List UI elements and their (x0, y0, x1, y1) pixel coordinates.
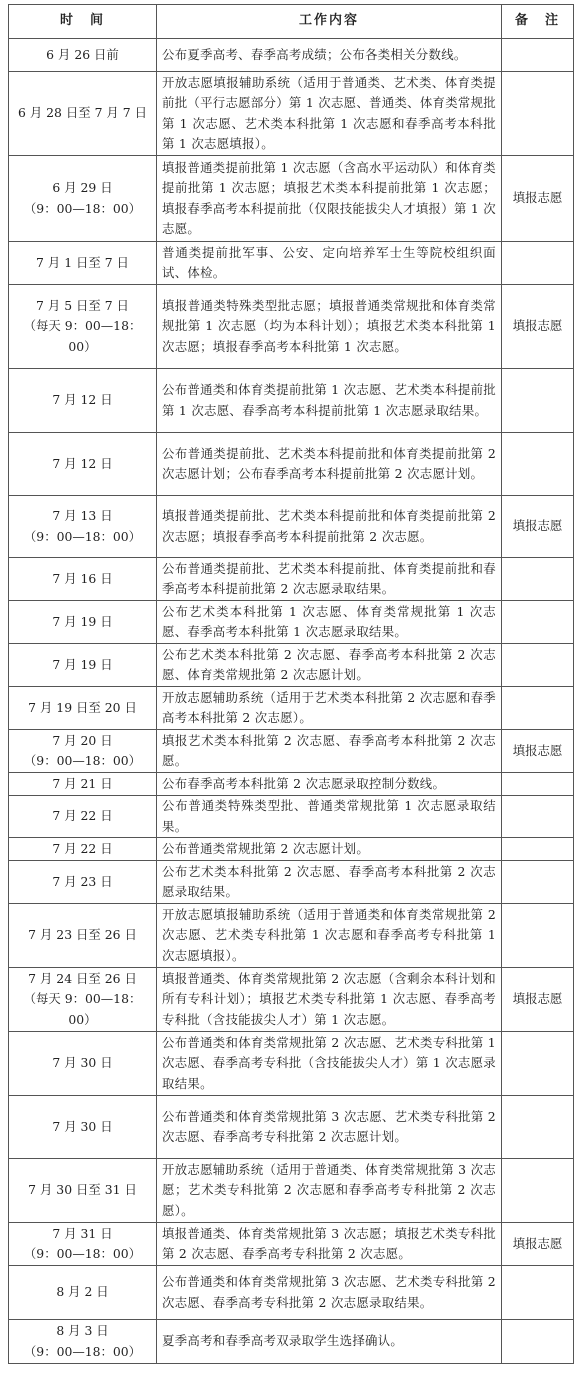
row-work-content: 公布艺术类本科批第 2 次志愿、春季高考本科批第 2 次志愿、体育类常规批第 2 次志愿计划。 (157, 644, 502, 687)
row-work-content: 填报普通类提前批第 1 次志愿（含高水平运动队）和体育类提前批第 1 次志愿；填报艺术类本科提前批第 1 次志愿；填报春季高考本科提前批（仅限技能拔尖人才填报）第 1 次志愿。 (157, 156, 502, 242)
table-row (9, 838, 574, 861)
table-body (9, 39, 574, 1364)
row-time-window: （每天 9：00—18：00） (23, 991, 142, 1027)
row-remark: 填报志愿 (502, 285, 574, 369)
row-remark: 填报志愿 (502, 1223, 574, 1266)
admission-schedule-table (8, 4, 574, 1364)
row-work-content: 公布艺术类本科批第 2 次志愿、春季高考本科批第 2 次志愿录取结果。 (157, 861, 502, 904)
table-row (9, 773, 574, 796)
row-time-window: （9：00—18：00） (23, 200, 142, 216)
table-row (9, 496, 574, 558)
row-remark (502, 433, 574, 496)
table-row (9, 285, 574, 369)
table-row (9, 861, 574, 904)
row-time-window: （9：00—18：00） (23, 1246, 142, 1261)
row-work-content: 公布艺术类本科批第 1 次志愿、体育类常规批第 1 次志愿、春季高考本科批第 1 次志愿录取结果。 (157, 601, 502, 644)
row-time (9, 433, 157, 496)
row-remark: 填报志愿 (502, 730, 574, 773)
row-time (9, 242, 157, 285)
table-row (9, 156, 574, 242)
row-remark (502, 904, 574, 968)
row-remark (502, 861, 574, 904)
row-time (9, 369, 157, 433)
row-time (9, 1096, 157, 1159)
row-time (9, 968, 157, 1032)
header-remarks: 备 注 (502, 5, 574, 39)
row-time (9, 838, 157, 861)
row-time (9, 730, 157, 773)
row-date: 7 月 23 日 (52, 873, 113, 889)
row-date: 7 月 23 日至 26 日 (28, 927, 137, 943)
row-time (9, 72, 157, 156)
header-time: 时 间 (9, 5, 157, 39)
row-time (9, 1223, 157, 1266)
row-work-content: 公布普通类和体育类提前批第 1 次志愿、艺术类本科提前批第 1 次志愿、春季高考本科提前批第 1 次志愿录取结果。 (157, 369, 502, 433)
row-date: 7 月 31 日 (52, 1225, 113, 1241)
table-row (9, 242, 574, 285)
row-time (9, 796, 157, 838)
row-work-content: 公布普通类常规批第 2 次志愿计划。 (157, 838, 502, 861)
row-work-content: 填报普通类、体育类常规批第 2 次志愿（含剩余本科计划和所有专科计划）；填报艺术类专科批第 1 次志愿、春季高考专科批（含技能拔尖人才）第 1 次志愿。 (157, 968, 502, 1032)
row-date: 7 月 19 日至 20 日 (28, 699, 137, 715)
header-work-content: 工作内容 (157, 5, 502, 39)
row-time (9, 601, 157, 644)
row-time-window: （9：00—18：00） (23, 1343, 142, 1359)
row-work-content: 公布夏季高考、春季高考成绩；公布各类相关分数线。 (157, 39, 502, 72)
table-row (9, 1032, 574, 1096)
row-time (9, 496, 157, 558)
table-row (9, 1159, 574, 1223)
row-time (9, 285, 157, 369)
table-header-row (9, 5, 574, 39)
row-work-content: 开放志愿辅助系统（适用于艺术类本科批第 2 次志愿和春季高考本科批第 2 次志愿）。 (157, 687, 502, 730)
row-work-content: 开放志愿填报辅助系统（适用于普通类和体育类常规批第 2 次志愿、艺术类专科批第 1 次志愿和春季高考专科批第 1 次志愿填报）。 (157, 904, 502, 968)
row-date: 6 月 29 日 (52, 180, 113, 196)
table-row (9, 601, 574, 644)
row-date: 6 月 26 日前 (46, 46, 119, 62)
row-date: 7 月 5 日至 7 日 (36, 297, 129, 313)
row-remark (502, 838, 574, 861)
row-work-content: 开放志愿填报辅助系统（适用于普通类、艺术类、体育类提前批（平行志愿部分）第 1 次志愿、普通类、体育类常规批第 1 次志愿、艺术类本科批第 1 次志愿和春季高考本科批第 1 次志愿填报）。 (157, 72, 502, 156)
table-row (9, 644, 574, 687)
row-date: 7 月 12 日 (52, 455, 113, 471)
row-date: 7 月 1 日至 7 日 (36, 254, 129, 270)
table-row (9, 968, 574, 1032)
row-work-content: 公布普通类和体育类常规批第 3 次志愿、艺术类专科批第 2 次志愿、春季高考专科批第 2 次志愿录取结果。 (157, 1266, 502, 1320)
table-row (9, 39, 574, 72)
row-date: 7 月 20 日 (52, 732, 113, 748)
row-work-content: 填报普通类提前批、艺术类本科提前批和体育类提前批第 2 次志愿；填报春季高考本科提前批第 2 次志愿。 (157, 496, 502, 558)
row-work-content: 填报普通类、体育类常规批第 3 次志愿；填报艺术类专科批第 2 次志愿、春季高考专科批第 2 次志愿。 (157, 1223, 502, 1266)
row-date: 7 月 30 日 (52, 1055, 113, 1071)
row-date: 7 月 16 日 (52, 570, 113, 586)
row-remark (502, 601, 574, 644)
row-remark: 填报志愿 (502, 496, 574, 558)
row-date: 7 月 12 日 (52, 392, 113, 408)
table-row (9, 1223, 574, 1266)
row-date: 7 月 19 日 (52, 613, 113, 629)
row-time (9, 1159, 157, 1223)
row-time (9, 1320, 157, 1364)
row-remark (502, 644, 574, 687)
row-date: 7 月 19 日 (52, 656, 113, 672)
row-time (9, 1032, 157, 1096)
row-date: 7 月 21 日 (52, 775, 113, 791)
row-date: 7 月 24 日至 26 日 (28, 970, 137, 986)
row-date: 7 月 30 日 (52, 1118, 113, 1134)
row-remark (502, 1159, 574, 1223)
table-row (9, 558, 574, 601)
row-remark (502, 773, 574, 796)
row-remark: 填报志愿 (502, 968, 574, 1032)
row-time (9, 39, 157, 72)
table-row (9, 1320, 574, 1364)
row-time-window: （9：00—18：00） (23, 528, 142, 544)
row-time-window: （9：00—18：00） (23, 753, 142, 768)
row-remark (502, 369, 574, 433)
row-date: 7 月 30 日至 31 日 (28, 1182, 137, 1198)
row-work-content: 夏季高考和春季高考双录取学生选择确认。 (157, 1320, 502, 1364)
row-remark (502, 1096, 574, 1159)
row-remark: 填报志愿 (502, 156, 574, 242)
row-work-content: 公布普通类和体育类常规批第 3 次志愿、艺术类专科批第 2 次志愿、春季高考专科批第 2 次志愿计划。 (157, 1096, 502, 1159)
row-time (9, 687, 157, 730)
table-row (9, 904, 574, 968)
row-date: 7 月 13 日 (52, 508, 113, 524)
row-remark (502, 242, 574, 285)
row-date: 8 月 2 日 (56, 1284, 109, 1300)
row-work-content: 公布普通类特殊类型批、普通类常规批第 1 次志愿录取结果。 (157, 796, 502, 838)
table-row (9, 1096, 574, 1159)
row-remark (502, 796, 574, 838)
row-work-content: 公布普通类提前批、艺术类本科提前批和体育类提前批第 2 次志愿计划；公布春季高考本科提前批第 2 次志愿计划。 (157, 433, 502, 496)
table-row (9, 796, 574, 838)
table-row (9, 369, 574, 433)
row-time-window: （每天 9：00—18：00） (23, 318, 142, 354)
table-row (9, 433, 574, 496)
row-work-content: 填报艺术类本科批第 2 次志愿、春季高考本科批第 2 次志愿。 (157, 730, 502, 773)
row-remark (502, 72, 574, 156)
row-date: 6 月 28 日至 7 月 7 日 (18, 105, 147, 121)
row-date: 8 月 3 日 (56, 1323, 109, 1339)
row-remark (502, 1320, 574, 1364)
row-date: 7 月 22 日 (52, 840, 113, 856)
row-time (9, 558, 157, 601)
row-remark (502, 687, 574, 730)
row-work-content: 公布普通类和体育类常规批第 2 次志愿、艺术类专科批第 1 次志愿、春季高考专科批（含技能拔尖人才）第 1 次志愿录取结果。 (157, 1032, 502, 1096)
row-time (9, 861, 157, 904)
row-work-content: 公布春季高考本科批第 2 次志愿录取控制分数线。 (157, 773, 502, 796)
row-work-content: 填报普通类特殊类型批志愿；填报普通类常规批和体育类常规批第 1 次志愿（均为本科计划）；填报艺术类本科批第 1 次志愿；填报春季高考本科批第 1 次志愿。 (157, 285, 502, 369)
table-row (9, 687, 574, 730)
row-remark (502, 1266, 574, 1320)
row-remark (502, 39, 574, 72)
table-row (9, 1266, 574, 1320)
row-time (9, 1266, 157, 1320)
row-remark (502, 558, 574, 601)
row-work-content: 公布普通类提前批、艺术类本科提前批、体育类提前批和春季高考本科提前批第 2 次志愿录取结果。 (157, 558, 502, 601)
row-date: 7 月 22 日 (52, 808, 113, 824)
row-time (9, 904, 157, 968)
row-time (9, 644, 157, 687)
row-time (9, 773, 157, 796)
row-work-content: 开放志愿辅助系统（适用于普通类、体育类常规批第 3 次志愿；艺术类专科批第 2 次志愿和春季高考专科批第 2 次志愿）。 (157, 1159, 502, 1223)
row-remark (502, 1032, 574, 1096)
table-row (9, 72, 574, 156)
row-time (9, 156, 157, 242)
row-work-content: 普通类提前批军事、公安、定向培养军士生等院校组织面试、体检。 (157, 242, 502, 285)
table-row (9, 730, 574, 773)
